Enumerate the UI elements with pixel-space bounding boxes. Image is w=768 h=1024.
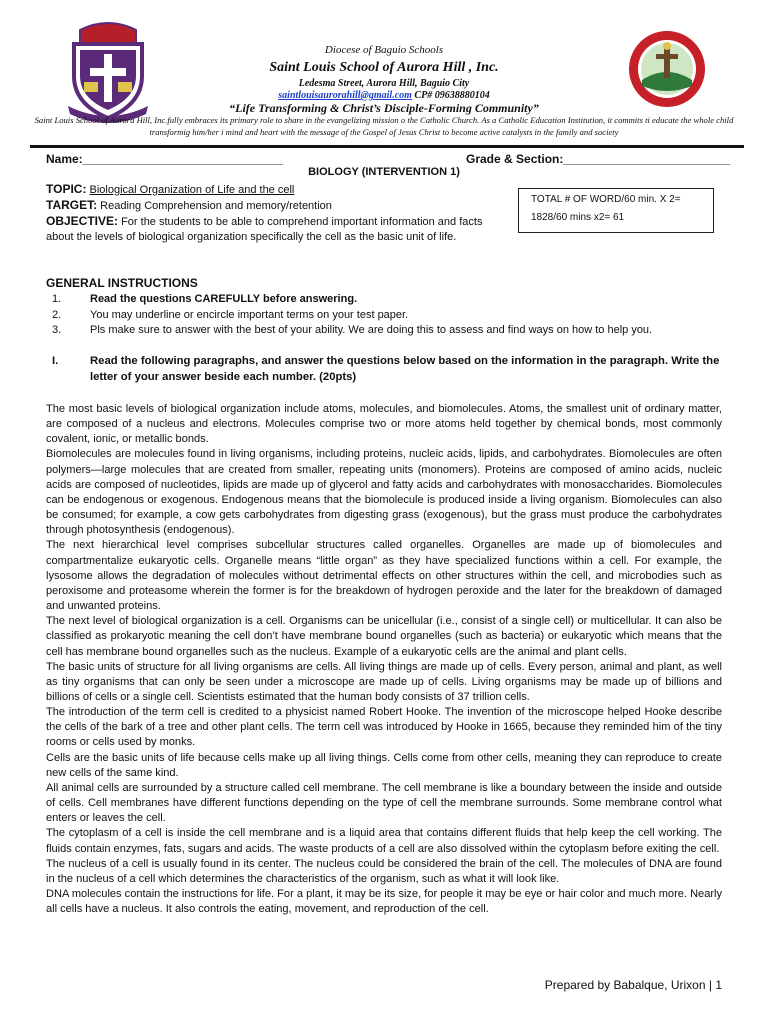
name-field: Name:______________________________ <box>46 152 283 166</box>
grade-section-field: Grade & Section:_________________________ <box>466 152 731 166</box>
instructions-title: GENERAL INSTRUCTIONS <box>46 276 198 290</box>
school-name: Saint Louis School of Aurora Hill , Inc. <box>269 60 499 75</box>
target-label: TARGET: <box>46 198 98 212</box>
topic-value: Biological Organization of Life and the cell <box>89 184 295 196</box>
lesson-meta <box>46 182 506 245</box>
header-divider <box>30 145 744 148</box>
paragraph: The next hierarchical level comprises subcellular structures called organelles. Organelles are made up of biomolecules and compartmentalize eukaryotic cells. Organelle means “little organ” as they have specialized functions within a cell. For example, the lysosome allows the degradation of molecules without detrimental effects on other structures within the cell, and microbodies such as peroxisome and proteasome wherein the former is for the breakdown of hydrogen peroxide and the later for the breakdown of damaged and unwanted proteins. <box>46 539 722 613</box>
paragraph: All animal cells are surrounded by a structure called cell membrane. The cell membrane is like a boundary between the inside and outside of cells. Cell membranes have different functions depending on the type of cell the membrane surrounds. Some membrane control what enters or leaves the cell. <box>46 781 722 825</box>
school-crest-logo <box>62 14 154 124</box>
paragraph: The introduction of the term cell is credited to a physicist named Robert Hooke. The invention of the microscope helped Hooke describe the cells of the bark of a tree and other plant cells. The term cell was introduced by Hooke in 1665, because they reminded him of the tiny rooms or cells used by monks. <box>46 706 722 749</box>
paragraph: Cells are the basic units of life because cells make up all living things. Cells come from other cells, meaning they can reproduce to create new cells of the same kind. <box>46 751 722 779</box>
school-motto: “Life Transforming & Christ’s Disciple-Forming Community” <box>229 101 539 115</box>
objective-label: OBJECTIVE: <box>46 214 119 228</box>
contact-number: CP# 09638880104 <box>414 90 490 101</box>
instruction-item <box>52 323 742 339</box>
section-heading <box>52 353 732 385</box>
email-link[interactable]: saintlouisaurorahill@gmail.com <box>278 90 412 101</box>
paragraph: The next level of biological organization is a cell. Organisms can be unicellular (i.e., consist of a single cell) or multicellular. It can also be classified as prokaryotic meaning the cell don’t have membrane bound organelles (such as bacteria) or eukaryotic which means that the cell has membrane bound organelles such as the nucleus. Example of a eukaryotic cells are the animal and plant cells. <box>46 615 722 658</box>
instruction-item <box>52 308 742 324</box>
contact-line <box>150 90 618 101</box>
mission-statement: Saint Louis School of Aurora Hill, Inc.fully embraces its primary role to share in the evangelizing mission o the Catholic Church. As a Catholic Education Institution, it commits ti educate the whole child transformig him/her i mind and heart with the message of the Gospel of Jesus Christ to become active catalysts in the family and society <box>34 115 734 137</box>
topic-label: TOPIC: <box>46 182 87 196</box>
instruction-text: Read the questions CAREFULLY before answering. <box>90 293 358 305</box>
instruction-number: 3. <box>52 324 62 336</box>
paragraph: DNA molecules contain the instructions for life. For a plant, it may be its size, for people it may be eye or hair color and much more. Nearly all cells have a nucleus. It also controls the eating, movement, and reproduction of the cell. <box>46 888 722 916</box>
instruction-number: 2. <box>52 308 62 321</box>
paragraph: The nucleus of a cell is usually found in its center. The nucleus could be considered the brain of the cell. The molecules of DNA are found in the nucleus of a cell which determines the characteristics of the organism, such as what it will look like. <box>46 857 722 885</box>
instructions-list <box>52 292 742 339</box>
instruction-number: 1. <box>52 293 62 305</box>
instruction-text: Pls make sure to answer with the best of your ability. We are doing this to assess and find ways on how to help you. <box>90 324 653 336</box>
paragraph: The cytoplasm of a cell is inside the cell membrane and is a liquid area that contains different fluids that help keep the cell working. The fluids contain enzymes, fats, sugars and acids. The waste products of a cell are also dissolved within the cytoplasm before exiting the cell. <box>46 827 722 855</box>
page-footer: Prepared by Babalque, Urixon | 1 <box>544 978 722 992</box>
diocese-name: Diocese of Baguio Schools <box>324 44 444 56</box>
objective-line <box>46 214 506 245</box>
word-count-box <box>518 188 714 233</box>
target-line <box>46 198 506 214</box>
word-count-line-1: TOTAL # OF WORD/60 min. X 2= <box>531 194 681 205</box>
school-seal-logo <box>628 30 706 108</box>
target-value: Reading Comprehension and memory/retention <box>100 200 332 212</box>
topic-line <box>46 182 506 198</box>
word-count-line-2: 1828/60 mins x2= 61 <box>531 212 625 223</box>
school-address: Ledesma Street, Aurora Hill, Baguio City <box>298 78 470 89</box>
section-number: I. <box>52 355 59 367</box>
instruction-item <box>52 292 742 308</box>
paragraph: The most basic levels of biological organization include atoms, molecules, and biomolecules. Atoms, the smallest unit of ordinary matter, are composed of a nucleus and electrons. Molecules comprise two or more atoms held together by chemical bonds, most commonly covalent, ionic, or metallic bonds. <box>46 403 722 446</box>
instruction-text: You may underline or encircle important terms on your test paper. <box>90 308 409 321</box>
subject-title: BIOLOGY (INTERVENTION 1) <box>308 166 460 178</box>
section-text: Read the following paragraphs, and answer the questions below based on the information in the paragraph. Write the letter of your answer beside each number. (20pts) <box>90 355 720 383</box>
paragraph: The basic units of structure for all living organisms are cells. All living things are made up of cells. Every person, animal and plant, as well as tiny organisms that can only be seen under a microscope are made up of cells. Living organisms may be made up of billions and billions of cells or a single cell. Scientists estimated that the human body consists of 37 trillion cells. <box>46 660 722 703</box>
paragraph: Biomolecules are molecules found in living organisms, including proteins, nucleic acids, lipids, and carbohydrates. Biomolecules are often polymers—large molecules that are created from smaller, repeating units (monomers). Proteins are composed of amino acids, nucleic acids are composed of nucleotides, lipids are made up of glycerol and fatty acids and carbohydrates with monosaccharides. Biomolecules can be endogenous or exogenous. Endogenous means that the biomolecule is produced inside a living organism. Biomolecules can also be consumed; for example, a cow gets carbohydrates from digesting grass (exogenous), but the grass must produce the carbohydrates through photosynthesis (endogenous). <box>46 448 722 537</box>
reading-passage <box>46 402 722 917</box>
objective-value: For the students to be able to comprehend important information and facts about the levels of biological organization specifically the cell as the basic unit of life. <box>46 216 483 243</box>
